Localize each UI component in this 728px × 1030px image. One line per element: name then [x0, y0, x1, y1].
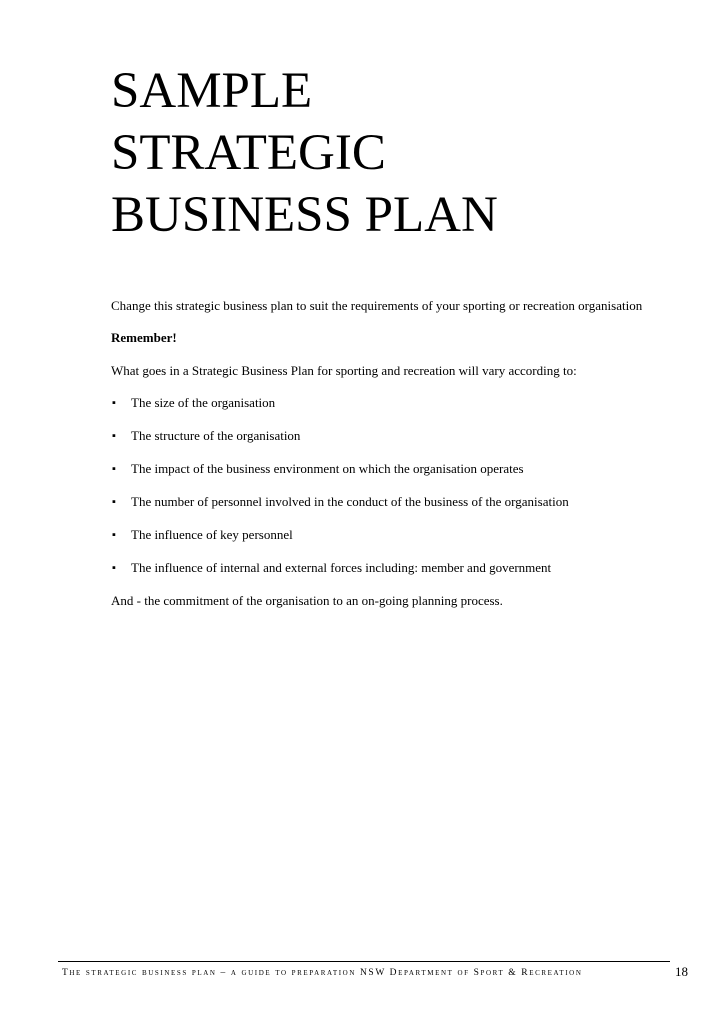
intro-paragraph: Change this strategic business plan to suit the requirements of your sporting or recreation organisation	[111, 298, 643, 313]
list-item-text: The impact of the business environment on which the organisation operates	[131, 461, 524, 476]
list-item	[111, 394, 659, 412]
page-title	[111, 60, 498, 246]
commitment-paragraph: And - the commitment of the organisation to an on-going planning process.	[111, 593, 503, 608]
list-item-text: The number of personnel involved in the conduct of the business of the organisation	[131, 494, 569, 509]
list-item	[111, 427, 659, 445]
factor-list	[111, 394, 659, 577]
list-item	[111, 526, 659, 544]
bullet-icon: ▪	[112, 397, 116, 409]
bullet-icon: ▪	[112, 562, 116, 574]
list-item-text: The structure of the organisation	[131, 428, 301, 443]
list-item-text: The influence of key personnel	[131, 527, 293, 542]
bullet-icon: ▪	[112, 463, 116, 475]
list-item	[111, 559, 659, 577]
remember-heading: Remember!	[111, 330, 177, 345]
bullet-icon: ▪	[112, 496, 116, 508]
title-line-1: SAMPLE	[111, 63, 313, 119]
what-goes-paragraph: What goes in a Strategic Business Plan for sporting and recreation will vary according to:	[111, 363, 577, 378]
page-number: 18	[675, 964, 688, 979]
title-line-3: BUSINESS PLAN	[111, 187, 498, 243]
title-line-2: STRATEGIC	[111, 125, 386, 181]
list-item-text: The size of the organisation	[131, 395, 276, 410]
list-item	[111, 493, 659, 511]
footer-text: The strategic business plan – a guide to preparation NSW Department of Sport & Recreation	[62, 968, 583, 978]
document-body	[111, 297, 659, 610]
bullet-icon: ▪	[112, 529, 116, 541]
list-item	[111, 460, 659, 478]
list-item-text: The influence of internal and external forces including: member and government	[131, 560, 552, 575]
footer-rule	[58, 961, 670, 962]
bullet-icon: ▪	[112, 430, 116, 442]
